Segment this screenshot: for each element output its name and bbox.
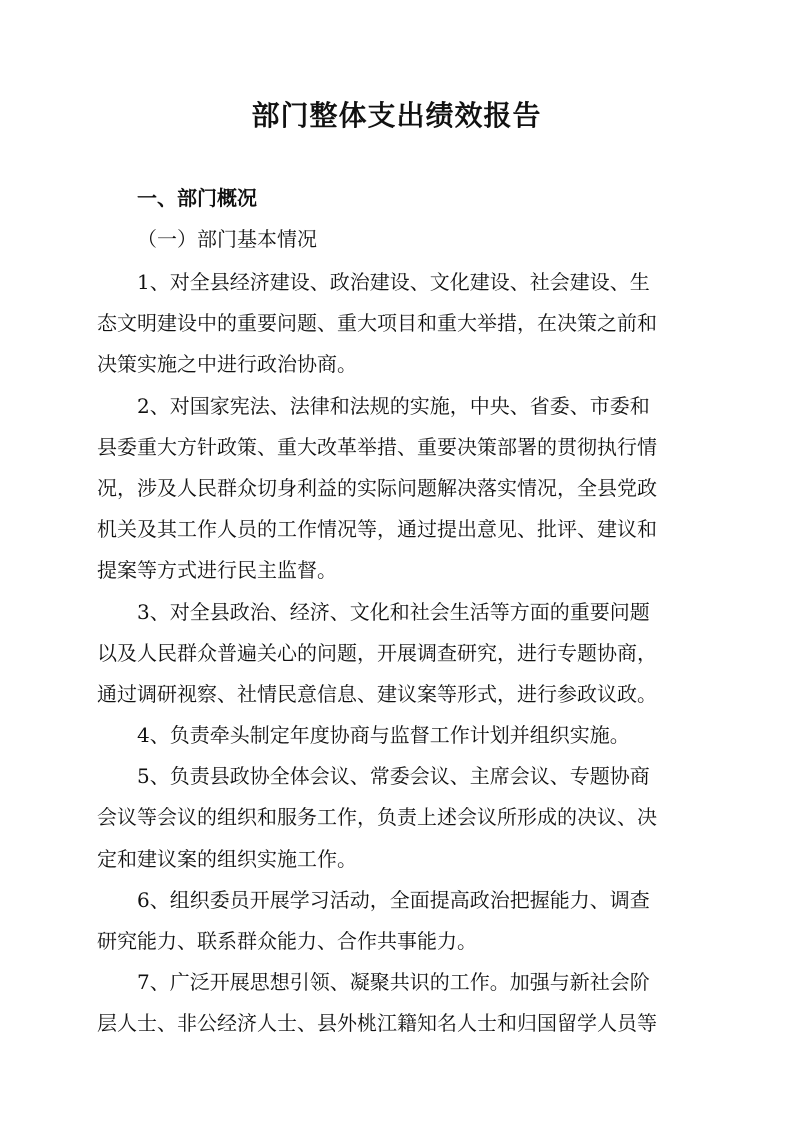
document-title: 部门整体支出绩效报告 bbox=[251, 99, 542, 132]
paragraph-line: 3、对全县政治、经济、文化和社会生活等方面的重要问题 bbox=[137, 599, 650, 624]
paragraph-line: 县委重大方针政策、重大改革举措、重要决策部署的贯彻执行情 bbox=[97, 434, 657, 459]
paragraph bbox=[97, 386, 699, 592]
paragraph-line: 通过调研视察、社情民意信息、建议案等形式，进行参政议政。 bbox=[97, 681, 657, 706]
paragraph-line: 以及人民群众普遍关心的问题，开展调查研究，进行专题协商， bbox=[97, 640, 657, 665]
paragraph-line: 提案等方式进行民主监督。 bbox=[97, 558, 337, 583]
paragraph-line: 研究能力、联系群众能力、合作共事能力。 bbox=[97, 929, 477, 953]
paragraph bbox=[97, 715, 699, 756]
paragraph-line: 机关及其工作人员的工作情况等，通过提出意见、批评、建议和 bbox=[97, 517, 657, 542]
paragraph bbox=[97, 592, 699, 716]
body-text bbox=[97, 262, 699, 1045]
section-heading: 一、部门概况 bbox=[137, 186, 257, 210]
paragraph-line: 况，涉及人民群众切身利益的实际问题解决落实情况，全县党政 bbox=[97, 475, 657, 500]
paragraph-line: 5、负责县政协全体会议、常委会议、主席会议、专题协商 bbox=[137, 764, 650, 789]
paragraph-line: 6、组织委员开展学习活动，全面提高政治把握能力、调查 bbox=[137, 887, 650, 912]
paragraph-line: 定和建议案的组织实施工作。 bbox=[97, 846, 357, 871]
paragraph-line: 1、对全县经济建设、政治建设、文化建设、社会建设、生 bbox=[137, 270, 650, 294]
paragraph bbox=[97, 962, 699, 1044]
paragraph-line: 态文明建设中的重要问题、重大项目和重大举措，在决策之前和 bbox=[97, 311, 657, 336]
paragraph-line: 4、负责牵头制定年度协商与监督工作计划并组织实施。 bbox=[137, 723, 630, 748]
paragraph-line: 会议等会议的组织和服务工作，负责上述会议所形成的决议、决 bbox=[97, 805, 657, 830]
paragraph-line: 层人士、非公经济人士、县外桃江籍知名人士和归国留学人员等 bbox=[97, 1011, 657, 1036]
paragraph-line: 2、对国家宪法、法律和法规的实施，中央、省委、市委和 bbox=[137, 393, 650, 418]
paragraph-line: 7、广泛开展思想引领、凝聚共识的工作。加强与新社会阶 bbox=[137, 970, 650, 995]
subsection-heading: （一）部门基本情况 bbox=[137, 227, 317, 251]
paragraph bbox=[97, 756, 699, 880]
paragraph bbox=[97, 262, 699, 386]
paragraph-line: 决策实施之中进行政治协商。 bbox=[97, 352, 357, 377]
paragraph bbox=[97, 880, 699, 962]
